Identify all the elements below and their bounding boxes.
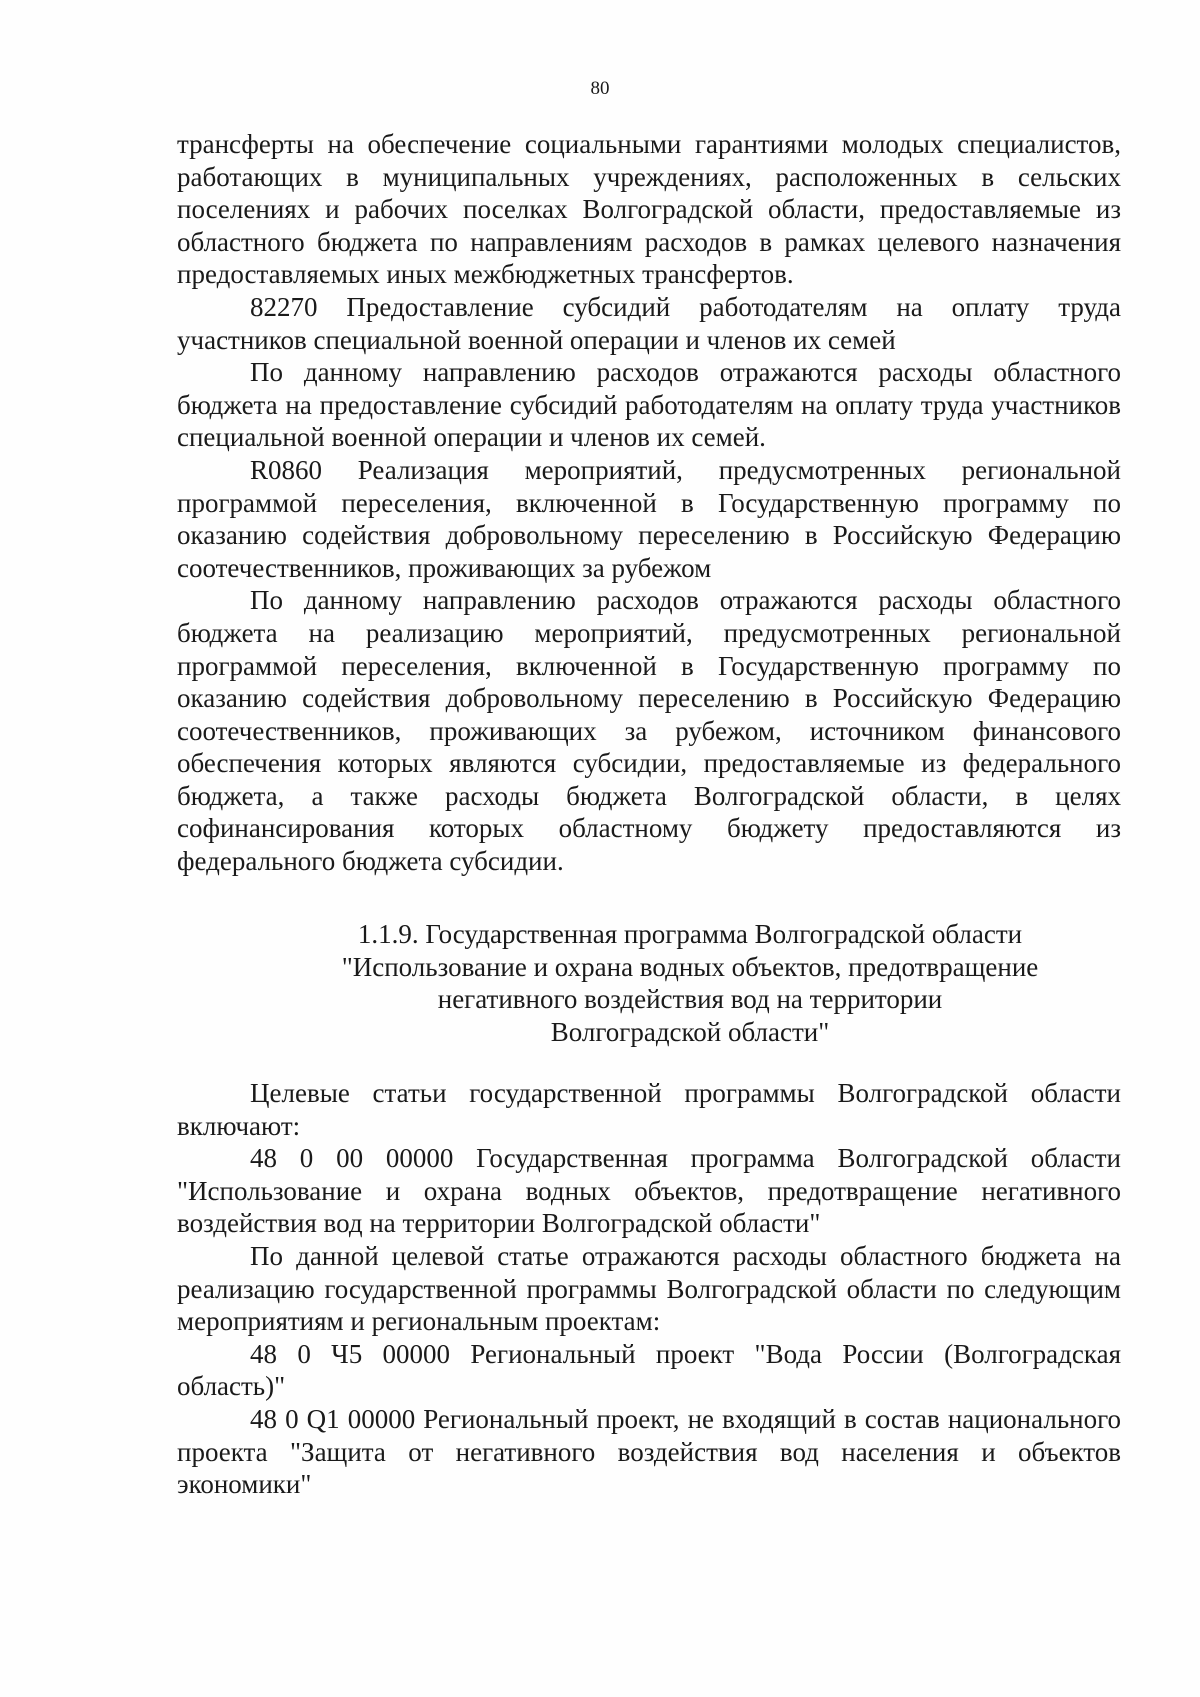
heading-line: негативного воздействия вод на территории: [437, 984, 943, 1015]
top-text-block: [177, 128, 1121, 878]
heading-line: 1.1.9. Государственная программа Волгоградской области: [357, 919, 1023, 949]
paragraph: 48 0 Q1 00000 Региональный проект, не входящий в состав национального проекта "Защита от негативного воздействия вод населения и объектов экономики": [177, 1403, 1121, 1500]
paragraph: Целевые статьи государственной программы Волгоградской области включают:: [177, 1078, 1121, 1141]
paragraph: R0860 Реализация мероприятий, предусмотренных региональной программой переселения, включенной в Государственную программу по оказанию содействия добровольному переселению в Российскую Федерацию соотечественников, проживающих за рубежом: [177, 454, 1121, 583]
paragraph: 48 0 00 00000 Государственная программа Волгоградской области "Использование и охрана водных объектов, предотвращение негативного воздействия вод на территории Волгоградской области": [177, 1143, 1121, 1239]
paragraph: По данному направлению расходов отражаются расходы областного бюджета на реализацию мероприятий, предусмотренных региональной программой переселения, включенной в Государственную программу по оказанию содействия добровольному переселению в Российскую Федерацию соотечественников, проживающих за рубежом, источником финансового обеспечения которых являются субсидии, предоставляемые из федерального бюджета, а также расходы бюджета Волгоградской области, в целях софинансирования которых областному бюджету предоставляются из федерального бюджета субсидии.: [177, 585, 1121, 877]
paragraph: По данному направлению расходов отражаются расходы областного бюджета на предоставление субсидий работодателям на оплату труда участников специальной военной операции и членов их семей.: [177, 357, 1121, 453]
paragraph: трансферты на обеспечение социальными гарантиями молодых специалистов, работающих в муниципальных учреждениях, расположенных в сельских поселениях и рабочих поселках Волгоградской области, предоставляемые из областного бюджета по направлениям расходов в рамках целевого назначения предоставляемых иных межбюджетных трансфертов.: [177, 129, 1121, 290]
section-heading: [200, 918, 1180, 1048]
heading-line: Волгоградской области": [550, 1016, 830, 1047]
paragraph: 82270 Предоставление субсидий работодателям на оплату труда участников специальной военной операции и членов их семей: [177, 291, 1121, 355]
paragraph: По данной целевой статье отражаются расходы областного бюджета на реализацию государственной программы Волгоградской области по следующим мероприятиям и региональным проектам:: [177, 1240, 1121, 1337]
bottom-text-block: [177, 1077, 1121, 1501]
page-number: 80: [590, 78, 610, 99]
heading-line: "Использование и охрана водных объектов, предотвращение: [341, 951, 1039, 982]
paragraph: 48 0 Ч5 00000 Региональный проект "Вода России (Волгоградская область)": [177, 1338, 1121, 1402]
